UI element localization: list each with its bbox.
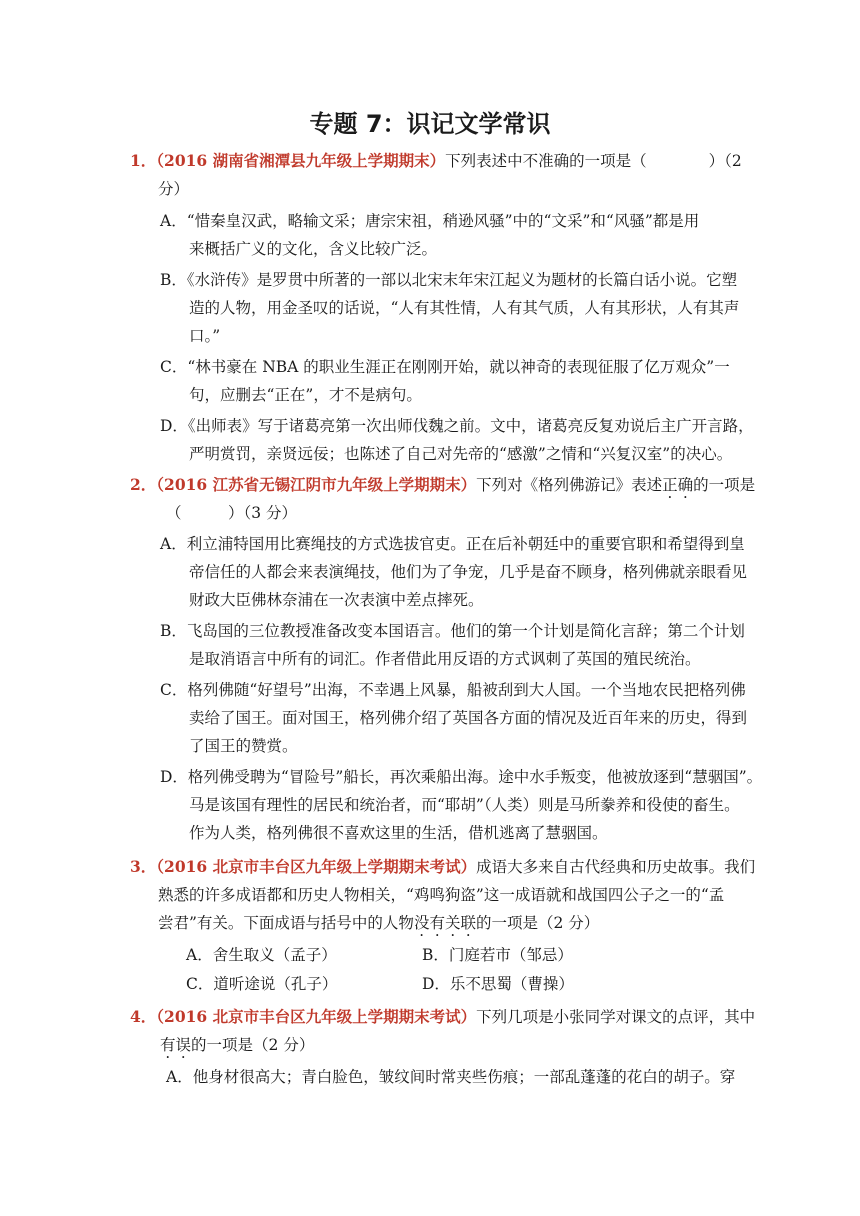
option-a: A．舍生取义（孟子） <box>186 946 337 964</box>
option-d-line1: D．《出师表》写于诸葛亮第一次出师伐魏之前。文中，诸葛亮反复劝说后主广开言路， <box>160 417 754 435</box>
question-stem-cont <box>158 912 599 934</box>
question-stem: 尝君”有关。下面成语与括号中的人物 <box>158 914 414 932</box>
emphasis-char: 没 <box>413 914 430 932</box>
question-stem-cont <box>160 1034 314 1056</box>
option-c-line3: 了国王的赞赏。 <box>189 737 298 755</box>
emphasis-char: 误 <box>175 1036 192 1054</box>
question-stem-cont: （ ）（3 分） <box>166 504 298 522</box>
emphasis-char: 联 <box>460 914 476 932</box>
page-title: 专题 7：识记文学常识 <box>309 110 551 138</box>
option-c-line2: 卖给了国王。面对国王，格列佛介绍了英国各方面的情况及近百年来的历史，得到 <box>189 709 748 727</box>
question-3-line <box>130 856 755 878</box>
option-a-line1: A．利立浦特国用比赛绳技的方式选拔官吏。正在后补朝廷中的重要官职和希望得到皇 <box>160 535 745 553</box>
option-b-line1: B．飞岛国的三位教授准备改变本国语言。他们的第一个计划是简化言辞；第二个计划 <box>160 622 745 640</box>
question-number: 4． <box>130 1007 157 1026</box>
option-a-line3: 财政大臣佛林奈浦在一次表演中差点摔死。 <box>189 591 484 609</box>
question-source: （2016 北京市丰台区九年级上学期期末考试） <box>156 1007 477 1026</box>
option-a-line1: A．“惜秦皇汉武，略输文采；唐宗宋祖，稍逊风骚”中的“文采”和“风骚”都是用 <box>160 212 700 230</box>
question-stem: 下列对《格列佛游记》表述 <box>476 476 663 494</box>
option-b-line2: 造的人物，用金圣叹的话说，“人有其性情，人有其气质，人有其形状，人有其声 <box>189 299 740 317</box>
question-stem: 成语大多来自古代经典和历史故事。我们 <box>476 858 756 876</box>
option-d-line2: 严明赏罚，亲贤远佞；也陈述了自己对先帝的“感激”之情和“兴复汉室”的决心。 <box>189 445 733 463</box>
option-d-line3: 作为人类，格列佛很不喜欢这里的生活，借机逃离了慧骃国。 <box>189 824 608 842</box>
question-2-line <box>130 474 755 496</box>
option-c-line1: C．“林书豪在 NBA 的职业生涯正在刚刚开始，就以神奇的表现征服了亿万观众”一 <box>160 358 730 376</box>
option-b: B．门庭若市（邹忌） <box>422 946 573 964</box>
option-a-line1: A．他身材很高大；青白脸色，皱纹间时常夹些伤痕；一部乱蓬蓬的花白的胡子。穿 <box>166 1068 736 1086</box>
question-stem: 下列表述中不准确的一项是（ ）（2 <box>445 152 742 170</box>
option-a-line2: 帝信任的人都会来表演绳技，他们为了争宠，几乎是奋不顾身，格列佛就亲眼看见 <box>189 563 748 581</box>
option-d: D．乐不思蜀（曹操） <box>422 975 574 993</box>
question-stem: 的一项是（2 分） <box>476 914 600 932</box>
question-stem-cont: 熟悉的许多成语都和历史人物相关，“鸡鸣狗盗”这一成语就和战国四公子之一的“孟 <box>158 886 725 904</box>
emphasis-char: 确 <box>677 476 694 494</box>
question-source: （2016 北京市丰台区九年级上学期期末考试） <box>156 857 477 876</box>
option-a-line2: 来概括广义的文化，含义比较广泛。 <box>189 240 438 258</box>
option-d-line2: 马是该国有理性的居民和统治者，而“耶胡”（人类）则是马所豢养和役使的畜生。 <box>189 796 740 814</box>
question-number: 3． <box>130 857 157 876</box>
option-b-line2: 是取消语言中所有的词汇。作者借此用反语的方式讽刺了英国的殖民统治。 <box>189 650 701 668</box>
question-stem: 下列几项是小张同学对课文的点评，其中 <box>476 1008 756 1026</box>
option-d-line1: D．格列佛受聘为“冒险号”船长，再次乘船出海。途中水手叛变，他被放逐到“慧骃国”。 <box>160 768 763 786</box>
question-stem-cont: 分） <box>158 180 190 198</box>
option-c-line1: C．格列佛随“好望号”出海，不幸遇上风暴，船被刮到大人国。一个当地农民把格列佛 <box>160 681 746 699</box>
emphasis-char: 有 <box>429 914 445 932</box>
emphasis-char: 关 <box>444 914 461 932</box>
option-c-line2: 句，应删去“正在”，才不是病句。 <box>189 386 422 404</box>
question-4-line <box>130 1006 755 1028</box>
option-c: C．道听途说（孔子） <box>186 975 338 993</box>
emphasis-char: 有 <box>160 1036 176 1054</box>
question-1-line <box>130 150 742 172</box>
question-stem: 的一项是 <box>693 476 756 494</box>
option-b-line1: B．《水浒传》是罗贯中所著的一部以北宋末年宋江起义为题材的长篇白话小说。它塑 <box>160 271 738 289</box>
question-number: 2． <box>130 475 157 494</box>
question-number: 1． <box>130 151 157 170</box>
question-stem: 的一项是（2 分） <box>191 1036 315 1054</box>
emphasis-char: 正 <box>662 476 678 494</box>
question-source: （2016 湖南省湘潭县九年级上学期期末） <box>156 151 446 170</box>
option-b-line3: 口。” <box>189 327 221 345</box>
question-source: （2016 江苏省无锡江阴市九年级上学期期末） <box>156 475 477 494</box>
